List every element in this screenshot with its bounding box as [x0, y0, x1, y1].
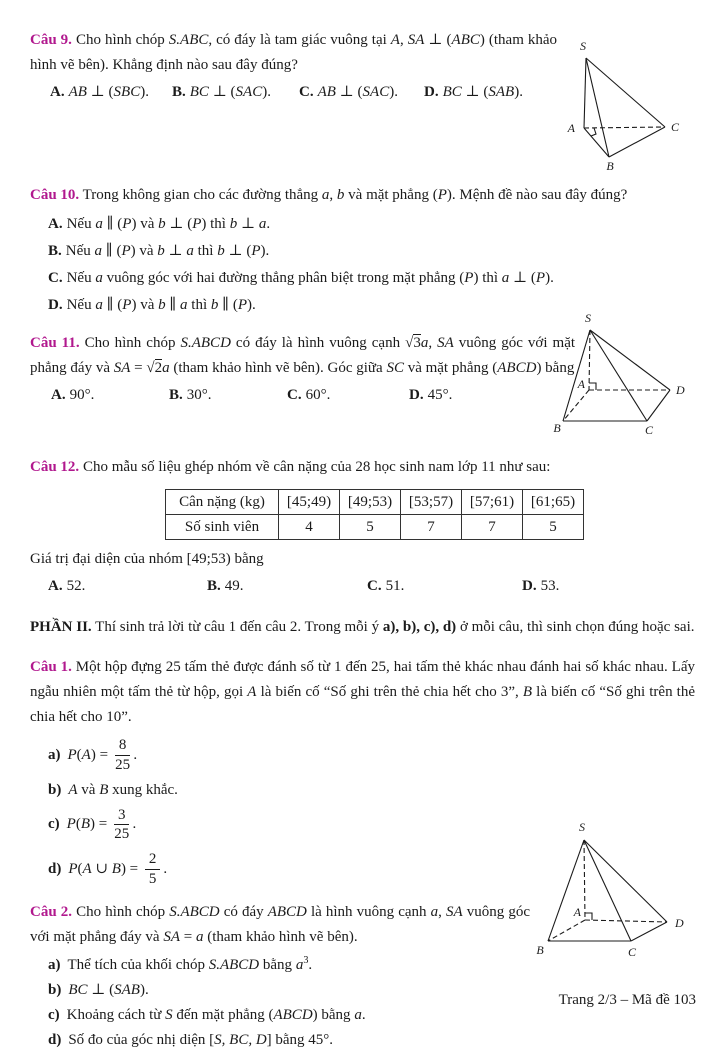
part2-question-2-label: Câu 2.: [30, 903, 73, 920]
table-cell: [49;53): [340, 490, 401, 515]
table-cell: 4: [279, 515, 340, 540]
option-a: A. 52.: [48, 578, 86, 594]
edge-SC: [584, 840, 631, 941]
table-cell: [53;57): [401, 490, 462, 515]
question-10: [30, 183, 695, 319]
question-10-options: [48, 211, 695, 319]
option-d: D. Nếu a ∥ (P) và b ∥ a thì b ∥ (P).: [48, 297, 256, 313]
edge-SA: [584, 58, 586, 128]
part2-question-1-stem: Câu 1. Một hộp đựng 25 tấm thẻ được đánh số từ 1 đến 25, hai tấm thẻ khác nhau đánh hai số khác nhau. Lấy ngẫu nhiên một tấm thẻ từ hộp, gọi A là biến cố “Số ghi trên thẻ chia hết cho 3”, B là biến cố “Số ghi trên thẻ chia hết cho 10”.: [30, 659, 696, 725]
table-cell: [45;49): [279, 490, 340, 515]
option-c: C. 60°.: [287, 387, 331, 403]
table-cell: 5: [523, 515, 584, 540]
item-a: a) P(A) = $\frac{8}{25}$ .: [48, 737, 138, 773]
vertex-label-A: A: [573, 905, 581, 919]
table-cell: 5: [340, 515, 401, 540]
question-9-stem: Câu 9. Cho hình chóp S.ABC, có đáy là tam giác vuông tại A, SA ⊥ (ABC) (tham khảo hình vẽ bên). Khẳng định nào sau đây đúng?: [30, 32, 558, 73]
edge-SA-dashed: [589, 330, 590, 390]
table-cell: 7: [401, 515, 462, 540]
option-d: D. 53.: [522, 578, 560, 594]
vertex-label-S: S: [580, 39, 586, 53]
question-12-stem: Câu 12. Cho mẫu số liệu ghép nhóm về cân nặng của 28 học sinh nam lớp 11 như sau:: [30, 459, 551, 475]
vertex-label-A: A: [577, 377, 585, 391]
vertex-label-D: D: [675, 916, 684, 930]
table-cell: 7: [462, 515, 523, 540]
right-angle-mark: [591, 128, 596, 136]
edge-SB: [563, 330, 590, 421]
vertex-label-B: B: [606, 159, 614, 173]
option-b: B. BC ⊥ (SAC).: [172, 84, 271, 100]
vertex-label-S: S: [585, 311, 591, 325]
edge-SB: [586, 58, 609, 157]
edge-SC: [586, 58, 665, 127]
vertex-label-A: A: [567, 121, 575, 135]
figure-pyramid-sabcd-q2: [520, 815, 725, 980]
table-cell: Số sinh viên: [166, 515, 279, 540]
option-c: C. AB ⊥ (SAC).: [299, 84, 398, 100]
vertex-label-C: C: [644, 423, 654, 437]
question-11-label: Câu 11.: [30, 335, 80, 351]
table-row: [166, 490, 584, 515]
option-b: B. Nếu a ∥ (P) và b ⊥ a thì b ⊥ (P).: [48, 243, 270, 259]
option-d: D. BC ⊥ (SAB).: [424, 84, 523, 100]
question-11-stem: Câu 11. Cho hình chóp S.ABCD có đáy là hình vuông cạnh √3a, SA vuông góc với mặt phẳng đáy và SA = √2a (tham khảo hình vẽ bên). Góc giữa SC và mặt phẳng (ABCD) bằng: [30, 335, 576, 376]
figure-pyramid-sabc: [553, 30, 725, 172]
edge-AB-dashed: [563, 390, 589, 421]
table-cell: [61;65): [523, 490, 584, 515]
table-row: [166, 515, 584, 540]
item-b: b) A và B xung khắc.: [48, 781, 178, 798]
item-c: c) Khoảng cách từ S đến mặt phẳng (ABCD) bằng a.: [48, 1006, 366, 1023]
right-angle-mark: [585, 913, 592, 920]
question-12: [30, 455, 695, 599]
edge-SD: [584, 840, 667, 922]
item-a: a) Thể tích của khối chóp S.ABCD bằng $a^3$.: [48, 954, 313, 973]
question-12-post: Giá trị đại diện của nhóm [49;53) bằng: [30, 551, 264, 567]
edge-SB: [548, 840, 584, 941]
edge-CD: [647, 390, 670, 421]
part2-question-1-label: Câu 1.: [30, 659, 72, 675]
edge-AD-dashed: [585, 920, 667, 922]
question-12-options: [48, 574, 695, 599]
option-c: C. 51.: [367, 578, 405, 594]
item-d: d) Số đo của góc nhị diện [S, BC, D] bằng 45°.: [48, 1031, 334, 1048]
edge-SA-dashed: [584, 840, 585, 920]
question-10-stem: Câu 10. Trong không gian cho các đường thẳng a, b và mặt phẳng (P). Mệnh đề nào sau đây đúng?: [30, 187, 628, 203]
item-d: d) P(A ∪ B) = $\frac{2}{5}$ .: [48, 851, 168, 887]
vertex-label-C: C: [627, 945, 637, 959]
table-cell: Cân nặng (kg): [166, 490, 279, 515]
option-b: B. 30°.: [169, 387, 212, 403]
option-b: B. 49.: [207, 578, 244, 594]
edge-SC: [590, 330, 647, 421]
edge-CD: [631, 922, 667, 941]
vertex-label-S: S: [579, 820, 585, 834]
item-b: b) BC ⊥ (SAB).: [48, 981, 149, 998]
question-9-label: Câu 9.: [30, 32, 72, 48]
option-a: A. 90°.: [51, 387, 95, 403]
part2-header: PHẦN II. Thí sinh trả lời từ câu 1 đến câu 2. Trong mỗi ý a), b), c), d) ở mỗi câu, thì sinh chọn đúng hoặc sai.: [30, 619, 695, 635]
vertex-label-B: B: [536, 943, 544, 957]
edge-AC-dashed: [584, 127, 665, 128]
edge-AB-dashed: [548, 920, 585, 941]
item-c: c) P(B) = $\frac{3}{25}$ .: [48, 806, 137, 843]
option-a: A. AB ⊥ (SBC).: [50, 84, 149, 100]
question-12-label: Câu 12.: [30, 459, 80, 475]
question-10-label: Câu 10.: [30, 187, 80, 203]
option-d: D. 45°.: [409, 387, 453, 403]
option-a: A. Nếu a ∥ (P) và b ⊥ (P) thì b ⊥ a.: [48, 216, 271, 232]
vertex-label-C: C: [671, 120, 680, 134]
vertex-label-D: D: [676, 383, 685, 397]
edge-BC: [609, 127, 665, 157]
option-c: C. Nếu a vuông góc với hai đường thẳng phân biệt trong mặt phẳng (P) thì a ⊥ (P).: [48, 270, 554, 286]
table-cell: [57;61): [462, 490, 523, 515]
edge-SD: [590, 330, 670, 390]
frequency-table: [165, 489, 584, 540]
part2-question-2-stem: Câu 2. Cho hình chóp S.ABCD có đáy ABCD là hình vuông cạnh a, SA vuông góc với mặt phẳng đáy và SA = a (tham khảo hình vẽ bên).: [30, 903, 530, 945]
figure-pyramid-sabcd-q11: [545, 308, 725, 438]
footer-page-info: Trang 2/3 – Mã đề 103: [558, 992, 696, 1008]
vertex-label-B: B: [553, 421, 561, 435]
right-angle-mark: [589, 383, 596, 390]
